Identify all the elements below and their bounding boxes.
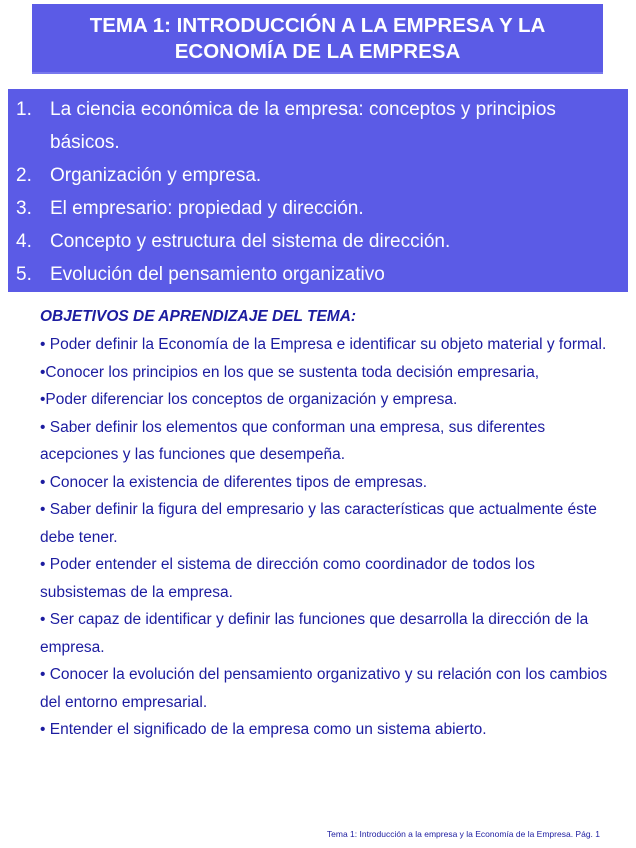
slide-title xyxy=(32,4,603,74)
objective-item: • Poder entender el sistema de dirección como coordinador de todos los subsistemas de la empresa. xyxy=(40,556,535,601)
page-footer: Tema 1: Introducción a la empresa y la Economía de la Empresa. Pág. 1 xyxy=(326,829,600,839)
topic-number: 3. xyxy=(16,198,32,219)
topic-number: 1. xyxy=(16,99,32,120)
objective-item: • Entender el significado de la empresa como un sistema abierto. xyxy=(40,721,487,738)
objectives-list xyxy=(40,331,620,744)
topic-item-1-continued xyxy=(8,126,628,159)
topic-number: 4. xyxy=(16,231,32,252)
objectives-section xyxy=(40,305,620,744)
objective-item: • Poder definir la Economía de la Empresa e identificar su objeto material y formal. xyxy=(40,336,607,353)
topics-panel xyxy=(8,89,628,292)
topics-list xyxy=(8,89,628,291)
topic-item-4 xyxy=(8,225,628,258)
slide-title-line1: TEMA 1: INTRODUCCIÓN A LA EMPRESA Y LA xyxy=(89,14,546,37)
objective-item: • Saber definir los elementos que conforman una empresa, sus diferentes acepciones y las funciones que desempeña. xyxy=(40,418,546,463)
topic-text: Evolución del pensamiento organizativo xyxy=(50,264,385,285)
objective-item: • Ser capaz de identificar y definir las funciones que desarrolla la dirección de la empresa. xyxy=(40,611,589,656)
objective-item: • Conocer la evolución del pensamiento organizativo y su relación con los cambios del entorno empresarial. xyxy=(40,666,608,711)
slide-title-line2: ECONOMÍA DE LA EMPRESA xyxy=(174,40,461,63)
objective-item: • Saber definir la figura del empresario y las características que actualmente éste debe tener. xyxy=(40,501,597,546)
objectives-heading: OBJETIVOS DE APRENDIZAJE DEL TEMA: xyxy=(40,308,357,325)
topic-number: 5. xyxy=(16,264,32,285)
topic-item-5 xyxy=(8,258,628,291)
topic-text: Organización y empresa. xyxy=(50,165,262,186)
objective-item: •Poder diferenciar los conceptos de organización y empresa. xyxy=(40,391,458,408)
objective-item: • Conocer la existencia de diferentes tipos de empresas. xyxy=(40,473,428,491)
topic-text: La ciencia económica de la empresa: conceptos y principios xyxy=(50,99,556,120)
topic-number: 2. xyxy=(16,165,32,186)
topic-item-3 xyxy=(8,192,628,225)
topic-item-1 xyxy=(8,93,628,126)
objective-item: •Conocer los principios en los que se sustenta toda decisión empresaria, xyxy=(40,363,540,381)
topic-text: El empresario: propiedad y dirección. xyxy=(50,198,364,219)
topic-item-2 xyxy=(8,159,628,192)
topic-text: básicos. xyxy=(50,132,120,153)
topic-text: Concepto y estructura del sistema de dirección. xyxy=(50,231,451,252)
